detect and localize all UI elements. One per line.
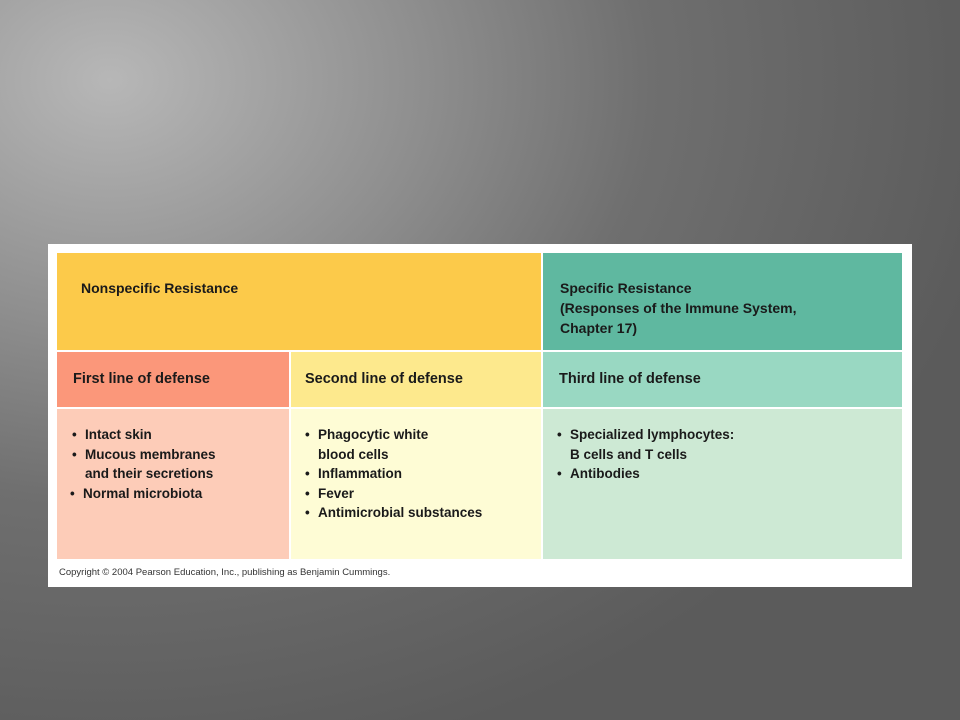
list-item: • Phagocytic white blood cells (305, 425, 482, 464)
list-item: • Fever (305, 484, 482, 504)
list-item: • Specialized lymphocytes: B cells and T cells (557, 425, 734, 464)
third-line-header (542, 351, 902, 408)
specific-resistance-header (542, 253, 902, 351)
copyright-notice: Copyright © 2004 Pearson Education, Inc., publishing as Benjamin Cummings. (59, 567, 391, 578)
divider (57, 407, 902, 409)
first-line-body (57, 408, 290, 559)
list-item: • Antimicrobial substances (305, 503, 482, 523)
second-line-list (305, 425, 482, 523)
second-line-body (290, 408, 542, 559)
third-line-body (542, 408, 902, 559)
list-item: • Mucous membranes and their secretions (72, 445, 216, 484)
nonspecific-resistance-title: Nonspecific Resistance (81, 280, 239, 296)
third-line-list (557, 425, 734, 484)
nonspecific-resistance-header (57, 253, 542, 351)
first-line-label: First line of defense (73, 371, 210, 387)
second-line-label: Second line of defense (305, 371, 463, 387)
second-line-header (290, 351, 542, 408)
list-item: • Intact skin (72, 425, 216, 445)
specific-resistance-title: Specific Resistance (Responses of the Immune System, Chapter 17) (560, 280, 797, 336)
divider (289, 351, 291, 559)
defense-table-figure (48, 244, 912, 587)
list-item: • Inflammation (305, 464, 482, 484)
first-line-list (72, 425, 216, 503)
list-item: • Antibodies (557, 464, 734, 484)
list-item: • Normal microbiota (70, 484, 214, 504)
first-line-header (57, 351, 290, 408)
third-line-label: Third line of defense (559, 371, 701, 387)
divider (57, 350, 902, 352)
divider (541, 253, 543, 559)
